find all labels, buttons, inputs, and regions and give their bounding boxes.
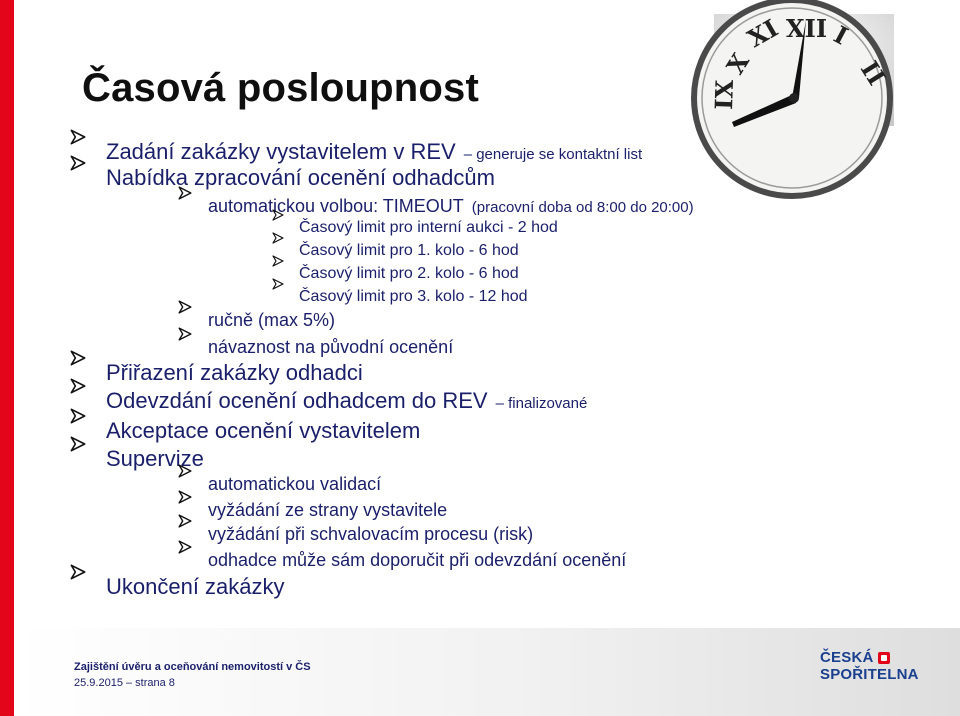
bullet-text: Odevzdání ocenění odhadcem do REV <box>106 388 488 413</box>
bullet-item <box>70 418 420 444</box>
bullet-text: Supervize <box>106 446 204 471</box>
bullet-text: Zadání zakázky vystavitelem v REV <box>106 139 456 164</box>
bullet-text: Časový limit pro 1. kolo - 6 hod <box>299 242 519 259</box>
bullet-arrow-icon <box>178 476 208 490</box>
bullet-arrow-icon <box>272 266 299 278</box>
bullet-item <box>70 139 642 165</box>
clock-image <box>709 13 894 126</box>
bullet-arrow-icon <box>178 312 208 326</box>
bullet-text: vyžádání ze strany vystavitele <box>208 500 448 520</box>
svg-text:IX: IX <box>709 79 740 111</box>
bullet-note: – generuje se kontaktní list <box>463 146 643 163</box>
bullet-item <box>70 574 285 600</box>
bullet-text: Ukončení zakázky <box>106 574 285 599</box>
logo-mark-icon <box>878 652 890 664</box>
bullet-text: Časový limit pro interní aukci - 2 hod <box>299 219 558 236</box>
footer-date-page: 25.9.2015 – strana 8 <box>74 677 175 689</box>
bullet-item <box>272 219 558 237</box>
left-accent-bar <box>0 0 14 716</box>
svg-text:XI: XI <box>742 13 783 54</box>
ceska-sporitelna-logo <box>820 649 919 694</box>
bullet-item <box>178 310 335 331</box>
bullet-arrow-icon <box>178 198 208 212</box>
slide-title: Časová posloupnost <box>82 66 479 110</box>
bullet-arrow-icon <box>272 243 299 255</box>
bullet-arrow-icon <box>70 578 106 594</box>
bullet-text: Přiřazení zakázky odhadci <box>106 360 363 385</box>
bullet-text: Akceptace ocenění vystavitelem <box>106 418 421 443</box>
logo-line-1: ČESKÁ <box>820 649 874 666</box>
bullet-item <box>178 500 447 521</box>
bullet-item <box>70 388 587 414</box>
svg-text:X: X <box>720 48 755 80</box>
bullet-item <box>272 265 519 283</box>
footer-title: Zajištění úvěru a oceňování nemovitostí v ČS <box>74 661 311 673</box>
svg-text:II: II <box>854 55 892 91</box>
bullet-arrow-icon <box>272 220 299 232</box>
bullet-arrow-icon <box>178 339 208 353</box>
bullet-arrow-icon <box>272 289 299 301</box>
logo-line-2: SPOŘITELNA <box>820 666 919 683</box>
bullet-note: – finalizované <box>495 395 588 412</box>
bullet-item <box>178 337 453 358</box>
svg-text:XII: XII <box>786 14 828 43</box>
bullet-item <box>70 165 495 191</box>
footer <box>14 628 960 716</box>
bullet-note: (pracovní doba od 8:00 do 20:00) <box>471 199 694 216</box>
bullet-text: návaznost na původní ocenění <box>208 337 454 357</box>
bullet-item <box>272 242 519 260</box>
bullet-text: Časový limit pro 2. kolo - 6 hod <box>299 265 519 282</box>
bullet-text: vyžádání při schvalovacím procesu (risk) <box>208 524 534 544</box>
bullet-arrow-icon <box>70 392 106 408</box>
bullet-text: odhadce může sám doporučit při odevzdání ocenění <box>208 550 627 570</box>
bullet-text: automatickou validací <box>208 474 382 494</box>
bullet-text: ručně (max 5%) <box>208 310 336 330</box>
bullet-text: Časový limit pro 3. kolo - 12 hod <box>299 288 528 305</box>
bullet-item <box>272 288 528 306</box>
bullet-text: Nabídka zpracování ocenění odhadcům <box>106 165 495 190</box>
bullet-text: automatickou volbou: TIMEOUT <box>208 196 464 216</box>
bullet-item <box>178 196 694 217</box>
bullet-arrow-icon <box>178 526 208 540</box>
bullet-arrow-icon <box>70 450 106 466</box>
bullet-arrow-icon <box>178 552 208 566</box>
bullet-item <box>178 550 626 571</box>
bullet-arrow-icon <box>70 169 106 185</box>
bullet-item <box>70 360 363 386</box>
svg-text:I: I <box>829 19 853 51</box>
bullet-item <box>178 474 381 495</box>
bullet-item <box>178 524 533 545</box>
